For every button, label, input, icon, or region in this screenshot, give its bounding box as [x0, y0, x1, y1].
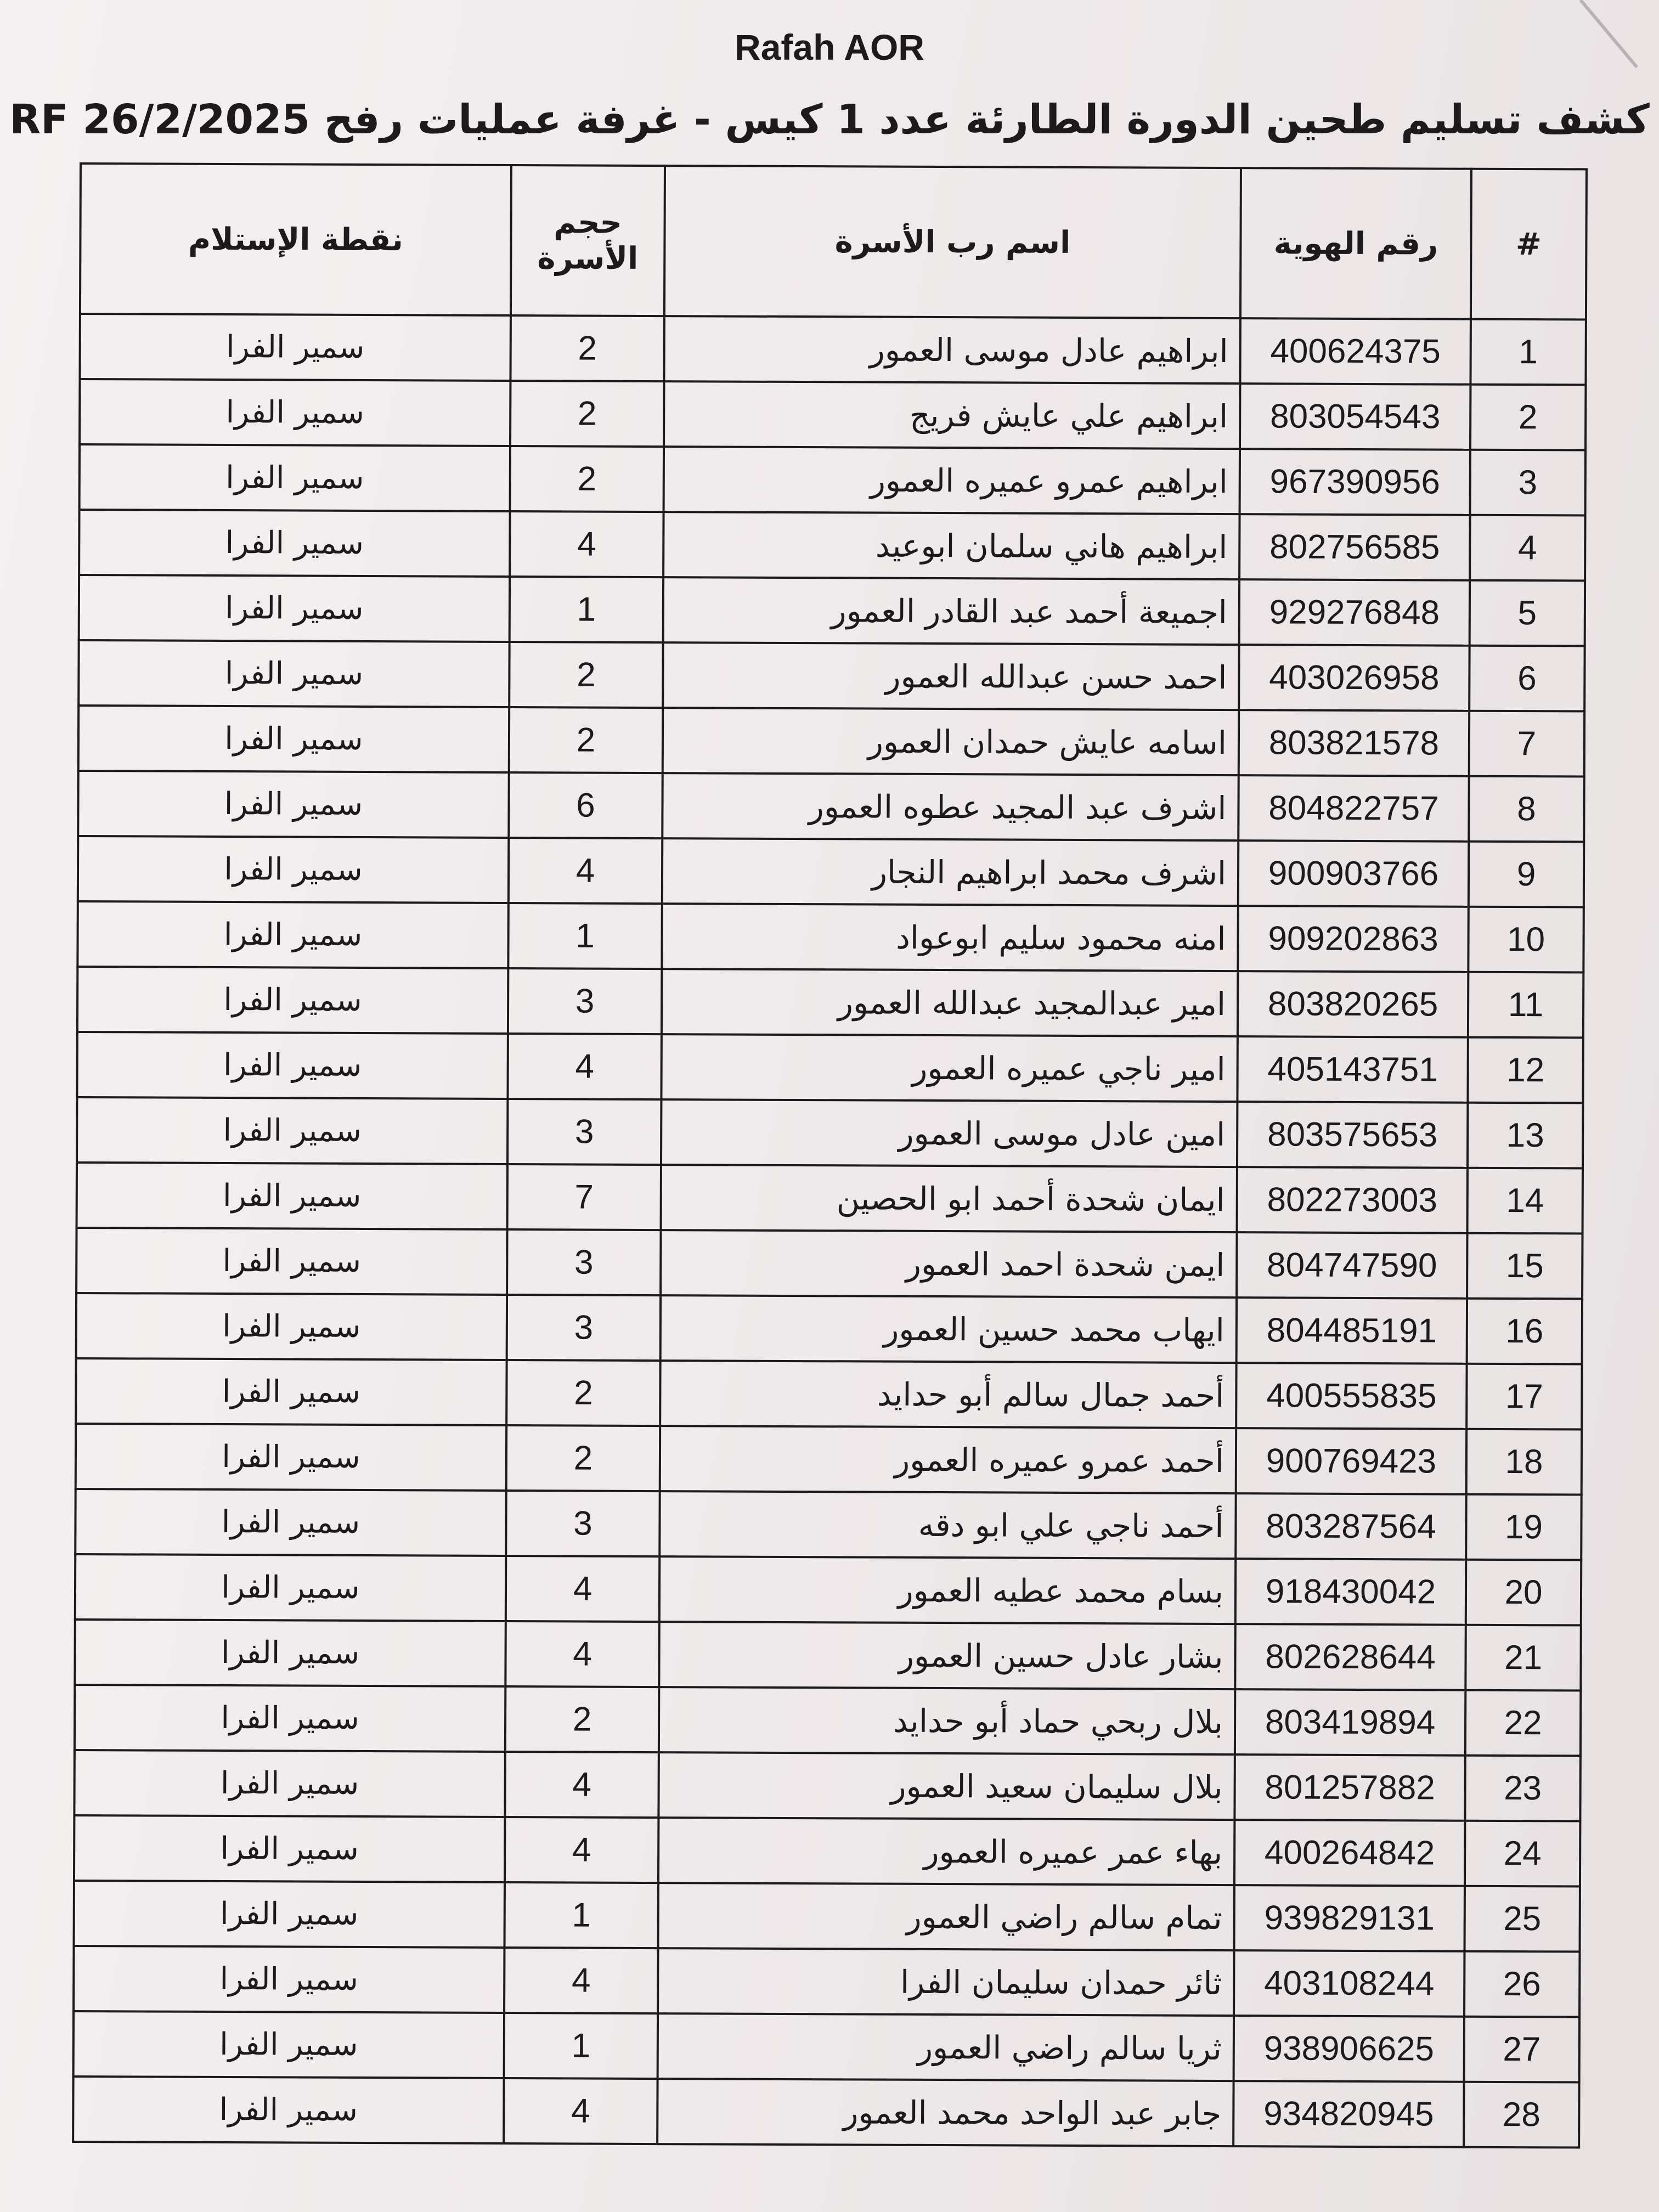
header-number: # [1471, 169, 1587, 320]
row-family-size: 3 [507, 1099, 661, 1165]
row-pickup-point: سمير الفرا [74, 2011, 504, 2078]
table-row [74, 1946, 1579, 2017]
table-row [74, 1815, 1580, 1887]
row-head-of-family: اشرف عبد المجيد عطوه العمور [662, 773, 1238, 840]
document-title: Rafah AOR [735, 27, 924, 67]
row-number: 6 [1469, 646, 1584, 712]
row-head-of-family: ايهاب محمد حسين العمور [661, 1295, 1237, 1363]
row-head-of-family: امير ناجي عميره العمور [661, 1034, 1237, 1102]
table-row [75, 1685, 1581, 1756]
table-row [73, 2076, 1579, 2148]
row-family-size: 2 [509, 642, 663, 708]
row-id-number: 803821578 [1239, 710, 1469, 776]
table-row [80, 379, 1585, 450]
row-head-of-family: ثائر حمدان سليمان الفرا [658, 1948, 1234, 2016]
row-head-of-family: تمام سالم راضي العمور [658, 1883, 1234, 1950]
row-pickup-point: سمير الفرا [74, 1750, 505, 1817]
row-head-of-family: اجميعة أحمد عبد القادر العمور [663, 577, 1239, 645]
row-family-size: 3 [507, 1229, 661, 1295]
row-pickup-point: سمير الفرا [76, 1424, 506, 1491]
row-head-of-family: بشار عادل حسين العمور [659, 1622, 1235, 1689]
row-id-number: 804747590 [1237, 1232, 1467, 1299]
row-pickup-point: سمير الفرا [78, 706, 509, 772]
table-row [77, 1163, 1583, 1234]
row-family-size: 2 [510, 315, 664, 381]
row-head-of-family: أحمد عمرو عميره العمور [660, 1426, 1236, 1493]
table-row [80, 444, 1585, 516]
row-number: 17 [1466, 1364, 1582, 1430]
row-head-of-family: امير عبدالمجيد عبدالله العمور [662, 969, 1238, 1036]
row-number: 11 [1468, 972, 1583, 1038]
row-number: 26 [1464, 1951, 1579, 2017]
row-pickup-point: سمير الفرا [74, 1881, 505, 1948]
row-head-of-family: ابراهيم عمرو عميره العمور [664, 447, 1240, 514]
row-id-number: 939829131 [1234, 1885, 1465, 1951]
row-id-number: 918430042 [1235, 1559, 1466, 1625]
row-number: 25 [1464, 1886, 1579, 1952]
row-id-number: 400264842 [1234, 1820, 1465, 1886]
row-head-of-family: بهاء عمر عميره العمور [658, 1818, 1234, 1885]
row-head-of-family: اشرف محمد ابراهيم النجار [662, 838, 1238, 906]
row-head-of-family: جابر عبد الواحد محمد العمور [657, 2079, 1233, 2146]
row-head-of-family: امنه محمود سليم ابوعواد [662, 904, 1238, 971]
row-number: 22 [1465, 1690, 1581, 1756]
table-body [73, 314, 1586, 2148]
row-number: 16 [1467, 1299, 1582, 1364]
row-family-size: 4 [510, 511, 663, 577]
row-pickup-point: سمير الفرا [74, 1815, 505, 1882]
table-row [75, 1554, 1581, 1626]
row-number: 10 [1468, 907, 1583, 973]
row-id-number: 403108244 [1234, 1950, 1464, 2017]
table-row [77, 1032, 1583, 1103]
row-head-of-family: بلال سليمان سعيد العمور [658, 1752, 1234, 1820]
row-pickup-point: سمير الفرا [76, 1228, 507, 1295]
row-pickup-point: سمير الفرا [78, 836, 509, 903]
row-pickup-point: سمير الفرا [77, 901, 508, 968]
row-number: 19 [1466, 1494, 1581, 1560]
row-family-size: 4 [505, 1817, 658, 1883]
row-number: 13 [1468, 1103, 1583, 1169]
header-pickup-point: نقطة الإستلام [80, 163, 511, 315]
row-pickup-point: سمير الفرا [77, 1163, 507, 1229]
table-row [76, 1293, 1582, 1364]
row-id-number: 938906625 [1234, 2016, 1464, 2082]
table-row [79, 575, 1585, 646]
row-id-number: 909202863 [1238, 906, 1468, 972]
row-family-size: 2 [505, 1686, 659, 1752]
row-family-size: 4 [507, 1034, 661, 1099]
table-row [77, 901, 1583, 973]
table-row [76, 1424, 1582, 1495]
table-header-row [80, 163, 1587, 320]
row-head-of-family: ثريا سالم راضي العمور [658, 2013, 1234, 2081]
table-row [78, 640, 1584, 712]
row-pickup-point: سمير الفرا [79, 510, 510, 577]
row-family-size: 3 [508, 968, 662, 1034]
table-row [76, 1228, 1582, 1299]
row-number: 5 [1470, 580, 1585, 646]
row-family-size: 4 [505, 1621, 659, 1687]
row-pickup-point: سمير الفرا [75, 1620, 505, 1686]
table-row [75, 1620, 1581, 1691]
row-number: 20 [1466, 1560, 1581, 1626]
row-number: 28 [1464, 2082, 1579, 2148]
row-pickup-point: سمير الفرا [80, 444, 510, 511]
row-family-size: 2 [510, 381, 664, 447]
row-family-size: 4 [504, 1948, 658, 2013]
row-head-of-family: أحمد ناجي علي ابو دقه [659, 1491, 1235, 1559]
table-row [74, 1750, 1580, 1821]
table-row [80, 314, 1585, 385]
document-subtitle: كشف تسليم طحين الدورة الطارئة عدد 1 كيس - غرفة عمليات رفح RF 26/2/2025 [9, 96, 1650, 143]
row-head-of-family: ايمن شحدة احمد العمور [661, 1230, 1237, 1297]
header-head-of-family: اسم رب الأسرة [664, 166, 1241, 318]
distribution-table [72, 162, 1588, 2149]
row-id-number: 803820265 [1238, 971, 1468, 1037]
row-pickup-point: سمير الفرا [73, 2076, 504, 2143]
table-row [78, 836, 1584, 907]
row-head-of-family: ابراهيم هاني سلمان ابوعيد [663, 512, 1239, 579]
row-id-number: 803575653 [1237, 1102, 1468, 1168]
header-id-number: رقم الهوية [1240, 168, 1471, 319]
row-family-size: 1 [504, 2013, 658, 2079]
row-id-number: 900769423 [1236, 1428, 1466, 1494]
table-row [74, 1881, 1580, 1952]
row-id-number: 802628644 [1235, 1624, 1465, 1690]
row-family-size: 2 [506, 1425, 660, 1491]
row-family-size: 1 [505, 1882, 658, 1948]
row-number: 27 [1464, 2017, 1579, 2083]
row-pickup-point: سمير الفرا [75, 1685, 505, 1752]
row-family-size: 3 [507, 1295, 661, 1361]
row-pickup-point: سمير الفرا [76, 1293, 507, 1360]
row-id-number: 803054543 [1240, 383, 1470, 450]
header-family-size: حجم الأسرة [511, 165, 665, 316]
row-number: 12 [1468, 1037, 1583, 1103]
row-id-number: 900903766 [1238, 840, 1469, 907]
row-pickup-point: سمير الفرا [75, 1554, 506, 1621]
row-pickup-point: سمير الفرا [78, 771, 509, 838]
row-family-size: 2 [509, 707, 663, 773]
row-family-size: 2 [510, 446, 664, 512]
row-id-number: 405143751 [1237, 1036, 1468, 1103]
table-row [77, 967, 1583, 1038]
row-id-number: 929276848 [1239, 579, 1470, 646]
row-number: 23 [1465, 1756, 1580, 1821]
row-head-of-family: بلال ربحي حماد أبو حدايد [659, 1687, 1235, 1754]
row-number: 18 [1466, 1429, 1582, 1495]
row-head-of-family: ابراهيم عادل موسى العمور [664, 316, 1240, 383]
row-head-of-family: امين عادل موسى العمور [661, 1099, 1237, 1167]
row-number: 24 [1465, 1821, 1580, 1887]
row-id-number: 803287564 [1235, 1493, 1466, 1560]
row-id-number: 403026958 [1239, 645, 1469, 711]
row-id-number: 803419894 [1235, 1689, 1465, 1756]
row-pickup-point: سمير الفرا [74, 1946, 504, 2013]
row-pickup-point: سمير الفرا [77, 1032, 507, 1099]
row-number: 15 [1467, 1233, 1582, 1299]
table-row [79, 510, 1585, 581]
row-head-of-family: ابراهيم علي عايش فريج [664, 381, 1240, 449]
table-row [78, 706, 1584, 777]
row-head-of-family: أحمد جمال سالم أبو حدايد [660, 1361, 1236, 1428]
row-id-number: 934820945 [1233, 2081, 1464, 2147]
row-number: 1 [1470, 319, 1585, 385]
row-id-number: 802273003 [1237, 1167, 1468, 1233]
row-id-number: 804822757 [1238, 775, 1469, 842]
row-family-size: 2 [506, 1360, 660, 1426]
distribution-table-wrapper [72, 162, 1585, 2149]
row-family-size: 7 [507, 1164, 661, 1230]
row-head-of-family: اسامه عايش حمدان العمور [663, 708, 1239, 775]
row-pickup-point: سمير الفرا [77, 967, 508, 1034]
row-pickup-point: سمير الفرا [75, 1489, 506, 1556]
row-pickup-point: سمير الفرا [79, 575, 510, 642]
row-pickup-point: سمير الفرا [76, 1358, 506, 1425]
row-number: 4 [1470, 515, 1585, 581]
row-id-number: 802756585 [1239, 514, 1470, 580]
row-family-size: 1 [510, 577, 663, 642]
row-id-number: 804485191 [1237, 1297, 1467, 1364]
row-id-number: 801257882 [1234, 1754, 1465, 1821]
row-pickup-point: سمير الفرا [80, 379, 510, 446]
row-number: 7 [1469, 711, 1584, 777]
row-number: 3 [1470, 450, 1585, 516]
row-family-size: 6 [509, 772, 662, 838]
row-family-size: 4 [505, 1752, 658, 1818]
row-family-size: 4 [504, 2078, 657, 2144]
row-family-size: 3 [506, 1491, 659, 1556]
row-id-number: 400624375 [1240, 318, 1470, 385]
row-number: 2 [1470, 385, 1585, 450]
table-row [74, 2011, 1579, 2083]
row-family-size: 4 [509, 838, 662, 904]
table-row [76, 1358, 1582, 1430]
row-id-number: 400555835 [1236, 1363, 1466, 1429]
table-row [77, 1097, 1583, 1169]
row-family-size: 1 [508, 903, 662, 969]
row-id-number: 967390956 [1240, 449, 1470, 515]
row-number: 8 [1469, 776, 1584, 842]
row-number: 14 [1468, 1168, 1583, 1234]
row-head-of-family: بسام محمد عطيه العمور [659, 1556, 1235, 1624]
row-pickup-point: سمير الفرا [78, 640, 509, 707]
row-head-of-family: احمد حسن عبدالله العمور [663, 642, 1239, 710]
row-pickup-point: سمير الفرا [80, 314, 510, 381]
row-pickup-point: سمير الفرا [77, 1097, 507, 1164]
row-head-of-family: ايمان شحدة أحمد ابو الحصين [661, 1165, 1237, 1232]
table-row [78, 771, 1584, 842]
row-number: 21 [1465, 1625, 1581, 1691]
row-number: 9 [1469, 842, 1584, 907]
row-family-size: 4 [506, 1556, 659, 1622]
table-row [75, 1489, 1581, 1560]
